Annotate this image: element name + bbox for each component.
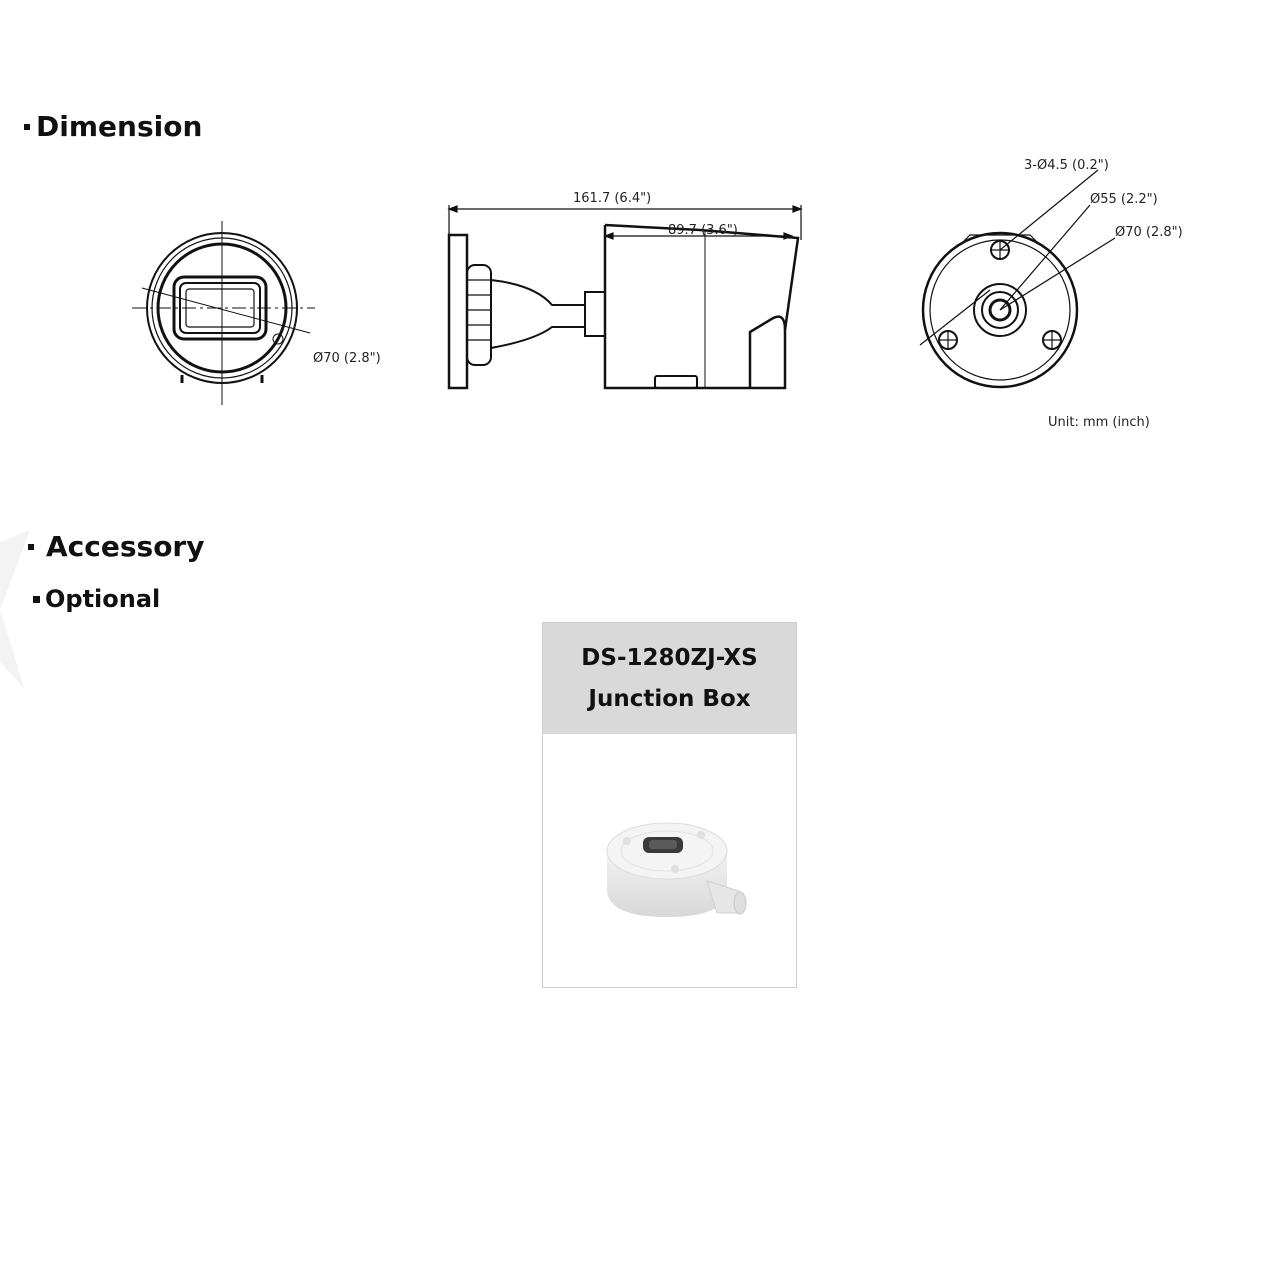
overall-length-label: 161.7 (6.4") [573,191,652,206]
outer-diameter-label: Ø70 (2.8") [1115,225,1183,240]
optional-heading-text: Optional [45,585,161,613]
body-length-label: 89.7 (3.6") [668,223,738,238]
unit-label: Unit: mm (inch) [1048,415,1150,430]
accessory-card-header [543,623,796,734]
accessory-heading-text: Accessory [46,530,205,563]
front-diameter-label: Ø70 (2.8") [313,351,381,366]
accessory-model: DS-1280ZJ-XS [581,644,758,671]
base-view-drawing [910,150,1210,395]
inner-diameter-label: Ø55 (2.2") [1090,192,1158,207]
optional-heading [33,585,160,613]
dimension-heading [24,110,202,143]
hole-label: 3-Ø4.5 (0.2") [1024,158,1109,173]
front-view-drawing [120,215,400,415]
accessory-card [542,622,797,988]
bullet-icon [24,124,30,130]
bullet-icon [28,544,34,550]
bullet-icon [33,596,40,603]
side-view-drawing [440,180,820,405]
accessory-name: Junction Box [588,685,751,712]
dimension-heading-text: Dimension [36,110,203,143]
junction-box-icon [601,811,749,923]
accessory-heading [28,530,204,563]
